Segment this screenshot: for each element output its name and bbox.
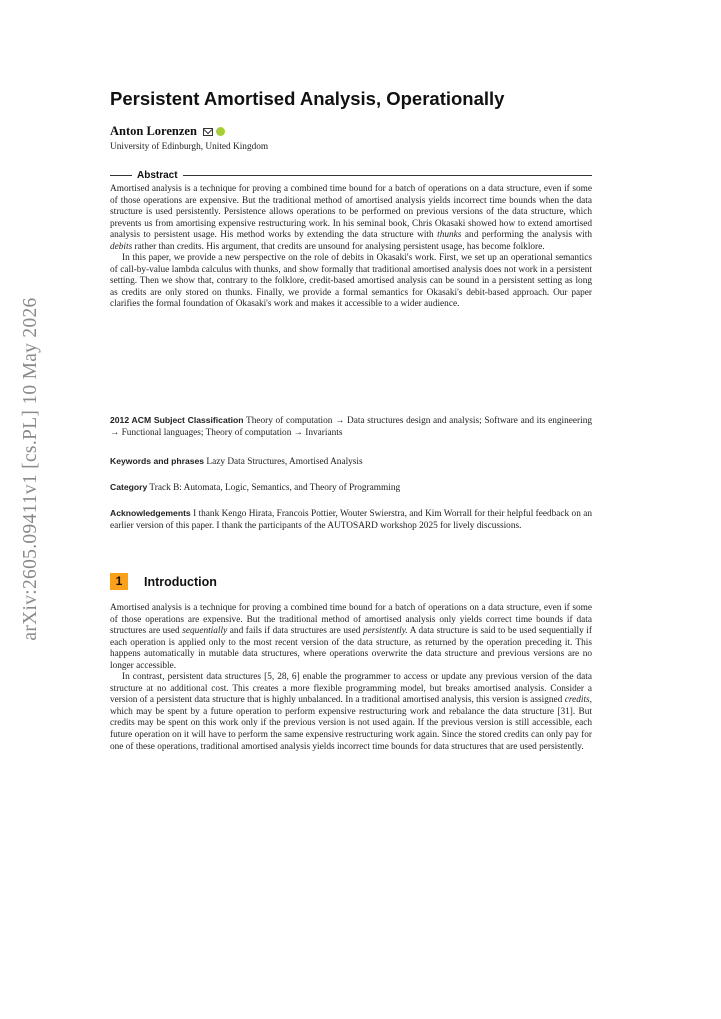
acm-text: Theory of computation → Data structures design and analysis; Software and its engineering → Functional languages; Theory of computation → Invariants (110, 416, 593, 438)
arxiv-stamp-text: arXiv:2605.09411v1 [cs.PL] 10 May 2026 (20, 297, 41, 641)
section-number: 1 (110, 573, 128, 590)
arxiv-identifier-stamp (20, 296, 42, 642)
section-introduction-heading (110, 573, 592, 590)
abstract-label: Abstract (137, 170, 178, 181)
category (110, 482, 592, 495)
orcid-icon[interactable] (216, 127, 225, 136)
introduction-body (110, 603, 592, 753)
paper-title: Persistent Amortised Analysis, Operationally (110, 88, 505, 109)
abstract-rule-right (183, 175, 592, 176)
abstract-rule-left (110, 175, 132, 176)
keywords-text: Lazy Data Structures, Amortised Analysis (206, 457, 363, 467)
category-label: Category (110, 482, 148, 492)
acknowledgements-label: Acknowledgements (110, 508, 191, 518)
category-text: Track B: Automata, Logic, Semantics, and Theory of Programming (149, 483, 401, 493)
envelope-icon[interactable] (203, 128, 213, 136)
keywords (110, 456, 592, 469)
acknowledgements-text: I thank Kengo Hirata, Francois Pottier, Wouter Swierstra, and Kim Worrall for their helpful feedback on an earlier version of this paper. I thank the participants of the AUTOSARD workshop 2025 for lively discussions. (110, 509, 592, 531)
introduction-paragraph-1: Amortised analysis is a technique for proving a combined time bound for a batch of operations on a data structure, even if some of those operations are expensive. But the traditional method of amortised analysis only yields correct time bounds if data structures are used sequentially and fails if data structures are used persistently. A data structure is said to be used sequentially if each operation is applied only to the most recent version of the data structure, as returned by the operation preceding it. This happens automatically in mutable data structures, where operations overwrite the data structure and previous versions are no longer accessible. (110, 603, 592, 671)
author-name: Anton Lorenzen (110, 124, 197, 138)
acknowledgements (110, 508, 592, 532)
abstract-paragraph-1: Amortised analysis is a technique for proving a combined time bound for a batch of operations on a data structure, even if some of those operations are expensive. But the traditional method of amortised analysis yields incorrect time bounds when the data structure is used persistently. Persistence allows operations to be performed on previous versions of the data structure, which prevents us from amortising expensive restructuring work. In his seminal book, Chris Okasaki showed how to extend amortised analysis to persistent usage. His method works by extending the data structure with thunks and performing the analysis with debits rather than credits. His argument, that credits are unsound for analysing persistent usage, has become folklore. (110, 184, 592, 252)
keywords-label: Keywords and phrases (110, 456, 205, 466)
abstract-heading (110, 170, 592, 181)
acm-classification (110, 415, 592, 439)
author-affiliation: University of Edinburgh, United Kingdom (110, 142, 269, 152)
abstract-paragraph-2: In this paper, we provide a new perspective on the role of debits in Okasaki's work. First, we set up an operational semantics of call-by-value lambda calculus with thunks, and show formally that traditional amortised analysis does not work in a persistent setting. Then we show that, contrary to the folklore, credit-based amortised analysis can be sound in a persistent setting as long as credits are only stored on thunks. Finally, we provide a formal semantics for Okasaki's debit-based approach. Our paper clarifies the formal foundation of Okasaki's work and makes it accessible to a wider audience. (110, 253, 592, 310)
author-line (110, 124, 592, 139)
section-title: Introduction (144, 574, 217, 589)
abstract-body (110, 184, 592, 311)
acm-label: 2012 ACM Subject Classification (110, 415, 244, 425)
introduction-paragraph-2: In contrast, persistent data structures [5, 28, 6] enable the programmer to access or update any previous version of the data structure at no additional cost. This creates a more flexible programming model, but breaks amortised analysis. Consider a version of a persistent data structure that is highly unbalanced. In a traditional amortised analysis, this version is assigned credits, which may be spent by a future operation to perform expensive restructuring work and rebalance the data structure [31]. But credits may be spent on this work only if the previous version is not used again. If the previous version is still accessible, each future operation on it will have to perform the same expensive restructuring work again. Since the stored credits can only pay for one of these operations, traditional amortised analysis yields incorrect time bounds for data structures that are used persistently. (110, 672, 592, 752)
